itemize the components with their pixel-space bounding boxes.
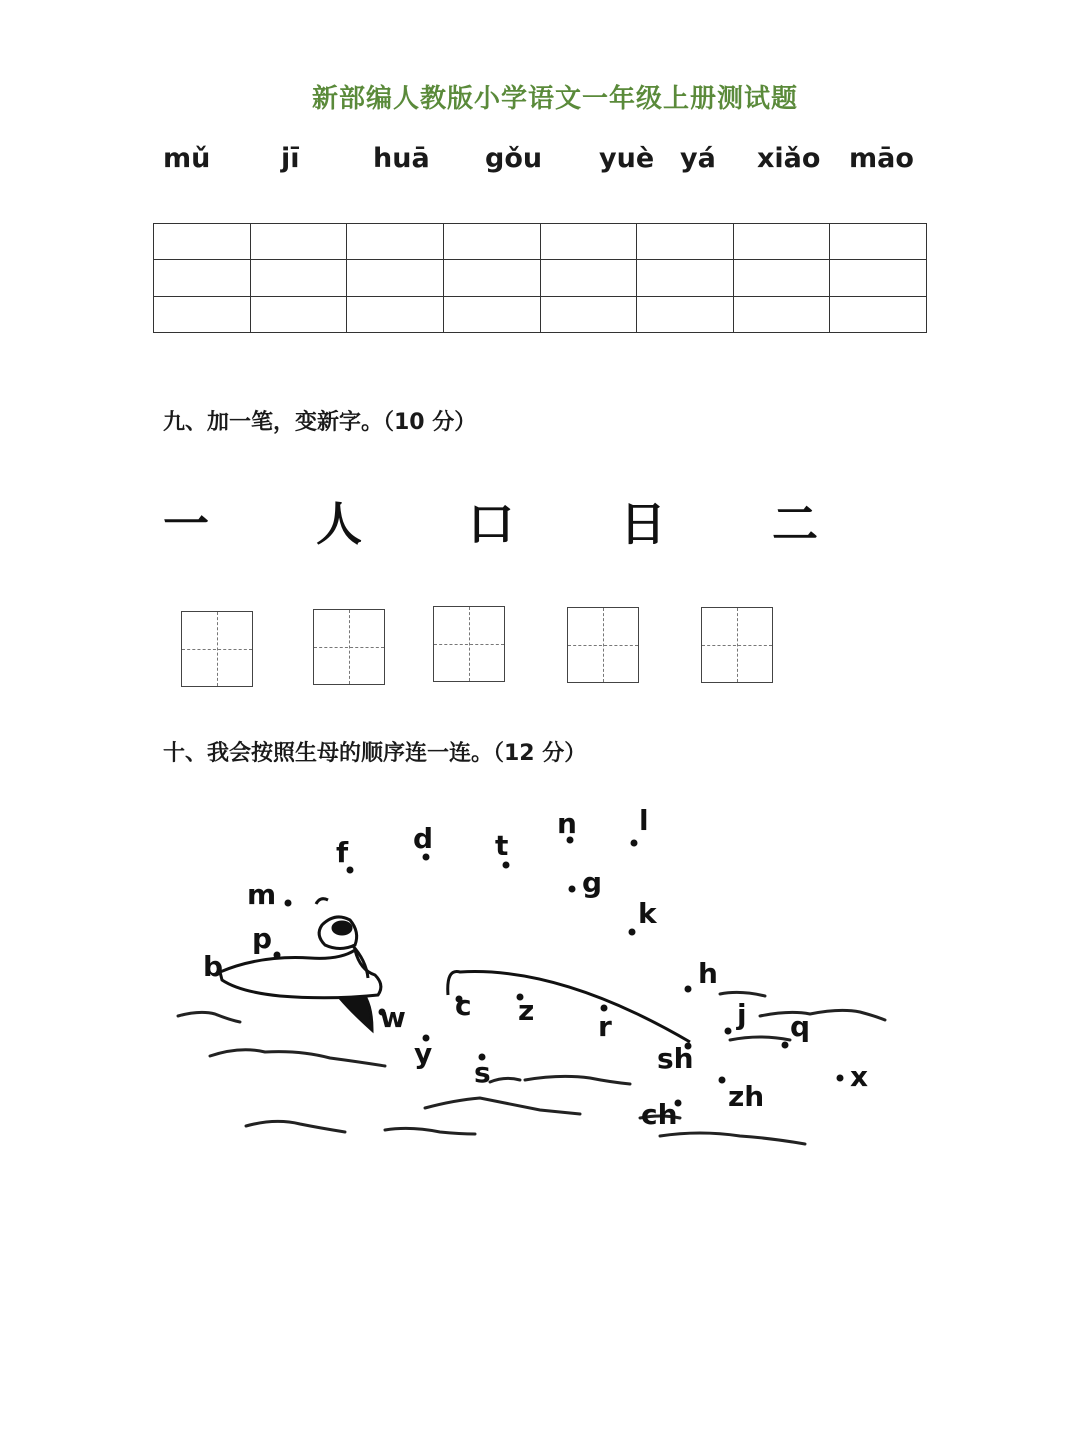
writing-cell[interactable] xyxy=(443,224,540,260)
tianzige-box-4[interactable] xyxy=(567,607,639,683)
connect-dots-illustration xyxy=(0,790,1080,1170)
letter-d: d xyxy=(413,822,434,855)
writing-cell[interactable] xyxy=(637,296,734,332)
letter-c: c xyxy=(455,989,472,1022)
writing-cell[interactable] xyxy=(540,260,637,296)
base-char-1: 一 xyxy=(163,497,209,551)
letter-g: g xyxy=(582,866,603,899)
pinyin-2: jī xyxy=(281,143,300,174)
base-char-4: 日 xyxy=(620,497,666,551)
writing-cell[interactable] xyxy=(154,296,251,332)
letter-k: k xyxy=(638,897,657,930)
writing-cell[interactable] xyxy=(443,260,540,296)
pinyin-3: huā xyxy=(373,143,430,174)
section10-heading: 十、我会按照生母的顺序连一连。（12 分） xyxy=(163,741,587,766)
writing-cell[interactable] xyxy=(733,296,830,332)
letter-h: h xyxy=(698,957,718,990)
letter-m: m xyxy=(247,878,277,911)
letter-l: l xyxy=(639,804,649,837)
letter-q: q xyxy=(790,1010,811,1043)
letter-b: b xyxy=(203,950,224,983)
letter-n: n xyxy=(557,807,577,840)
letter-y: y xyxy=(414,1037,433,1070)
letter-sh: sh xyxy=(657,1042,694,1075)
tianzige-box-2[interactable] xyxy=(313,609,385,685)
writing-cell[interactable] xyxy=(347,296,444,332)
letter-z: z xyxy=(518,994,535,1027)
writing-grid-row xyxy=(154,260,927,296)
writing-grid-row xyxy=(154,296,927,332)
curve-line xyxy=(448,971,690,1042)
writing-grid xyxy=(153,223,927,333)
writing-cell[interactable] xyxy=(637,260,734,296)
letter-f: f xyxy=(336,836,349,869)
tianzige-box-1[interactable] xyxy=(181,611,253,687)
writing-cell[interactable] xyxy=(830,296,927,332)
base-char-5: 二 xyxy=(772,497,818,551)
writing-cell[interactable] xyxy=(347,224,444,260)
writing-cell[interactable] xyxy=(830,224,927,260)
letter-ch: ch xyxy=(641,1098,678,1131)
pinyin-5: yuè xyxy=(599,143,655,174)
writing-cell[interactable] xyxy=(540,296,637,332)
pinyin-4: gǒu xyxy=(485,143,543,174)
page-title: 新部编人教版小学语文一年级上册测试题 xyxy=(311,84,798,114)
writing-cell[interactable] xyxy=(347,260,444,296)
letter-x: x xyxy=(850,1060,869,1093)
writing-grid-row xyxy=(154,224,927,260)
letter-p: p xyxy=(252,922,273,955)
writing-cell[interactable] xyxy=(637,224,734,260)
tianzige-box-3[interactable] xyxy=(433,606,505,682)
base-char-2: 人 xyxy=(316,497,362,551)
letter-j: j xyxy=(737,998,747,1031)
base-char-3: 口 xyxy=(468,497,514,551)
section9-heading: 九、加一笔，变新字。（10 分） xyxy=(163,410,477,435)
writing-cell[interactable] xyxy=(733,224,830,260)
pinyin-8: māo xyxy=(849,143,914,174)
writing-cell[interactable] xyxy=(443,296,540,332)
writing-cell[interactable] xyxy=(250,260,347,296)
pinyin-1: mǔ xyxy=(163,143,211,174)
writing-cell[interactable] xyxy=(154,224,251,260)
writing-cell[interactable] xyxy=(250,296,347,332)
writing-cell[interactable] xyxy=(540,224,637,260)
letter-t: t xyxy=(495,829,509,862)
letter-r: r xyxy=(598,1010,612,1043)
letter-s: s xyxy=(474,1056,491,1089)
pinyin-6: yá xyxy=(680,143,716,174)
letter-zh: zh xyxy=(728,1080,765,1113)
writing-cell[interactable] xyxy=(154,260,251,296)
tianzige-box-5[interactable] xyxy=(701,607,773,683)
pinyin-7: xiǎo xyxy=(757,143,821,174)
duck-drawing xyxy=(220,899,381,1030)
writing-cell[interactable] xyxy=(733,260,830,296)
letter-w: w xyxy=(380,1001,406,1034)
writing-cell[interactable] xyxy=(250,224,347,260)
writing-cell[interactable] xyxy=(830,260,927,296)
